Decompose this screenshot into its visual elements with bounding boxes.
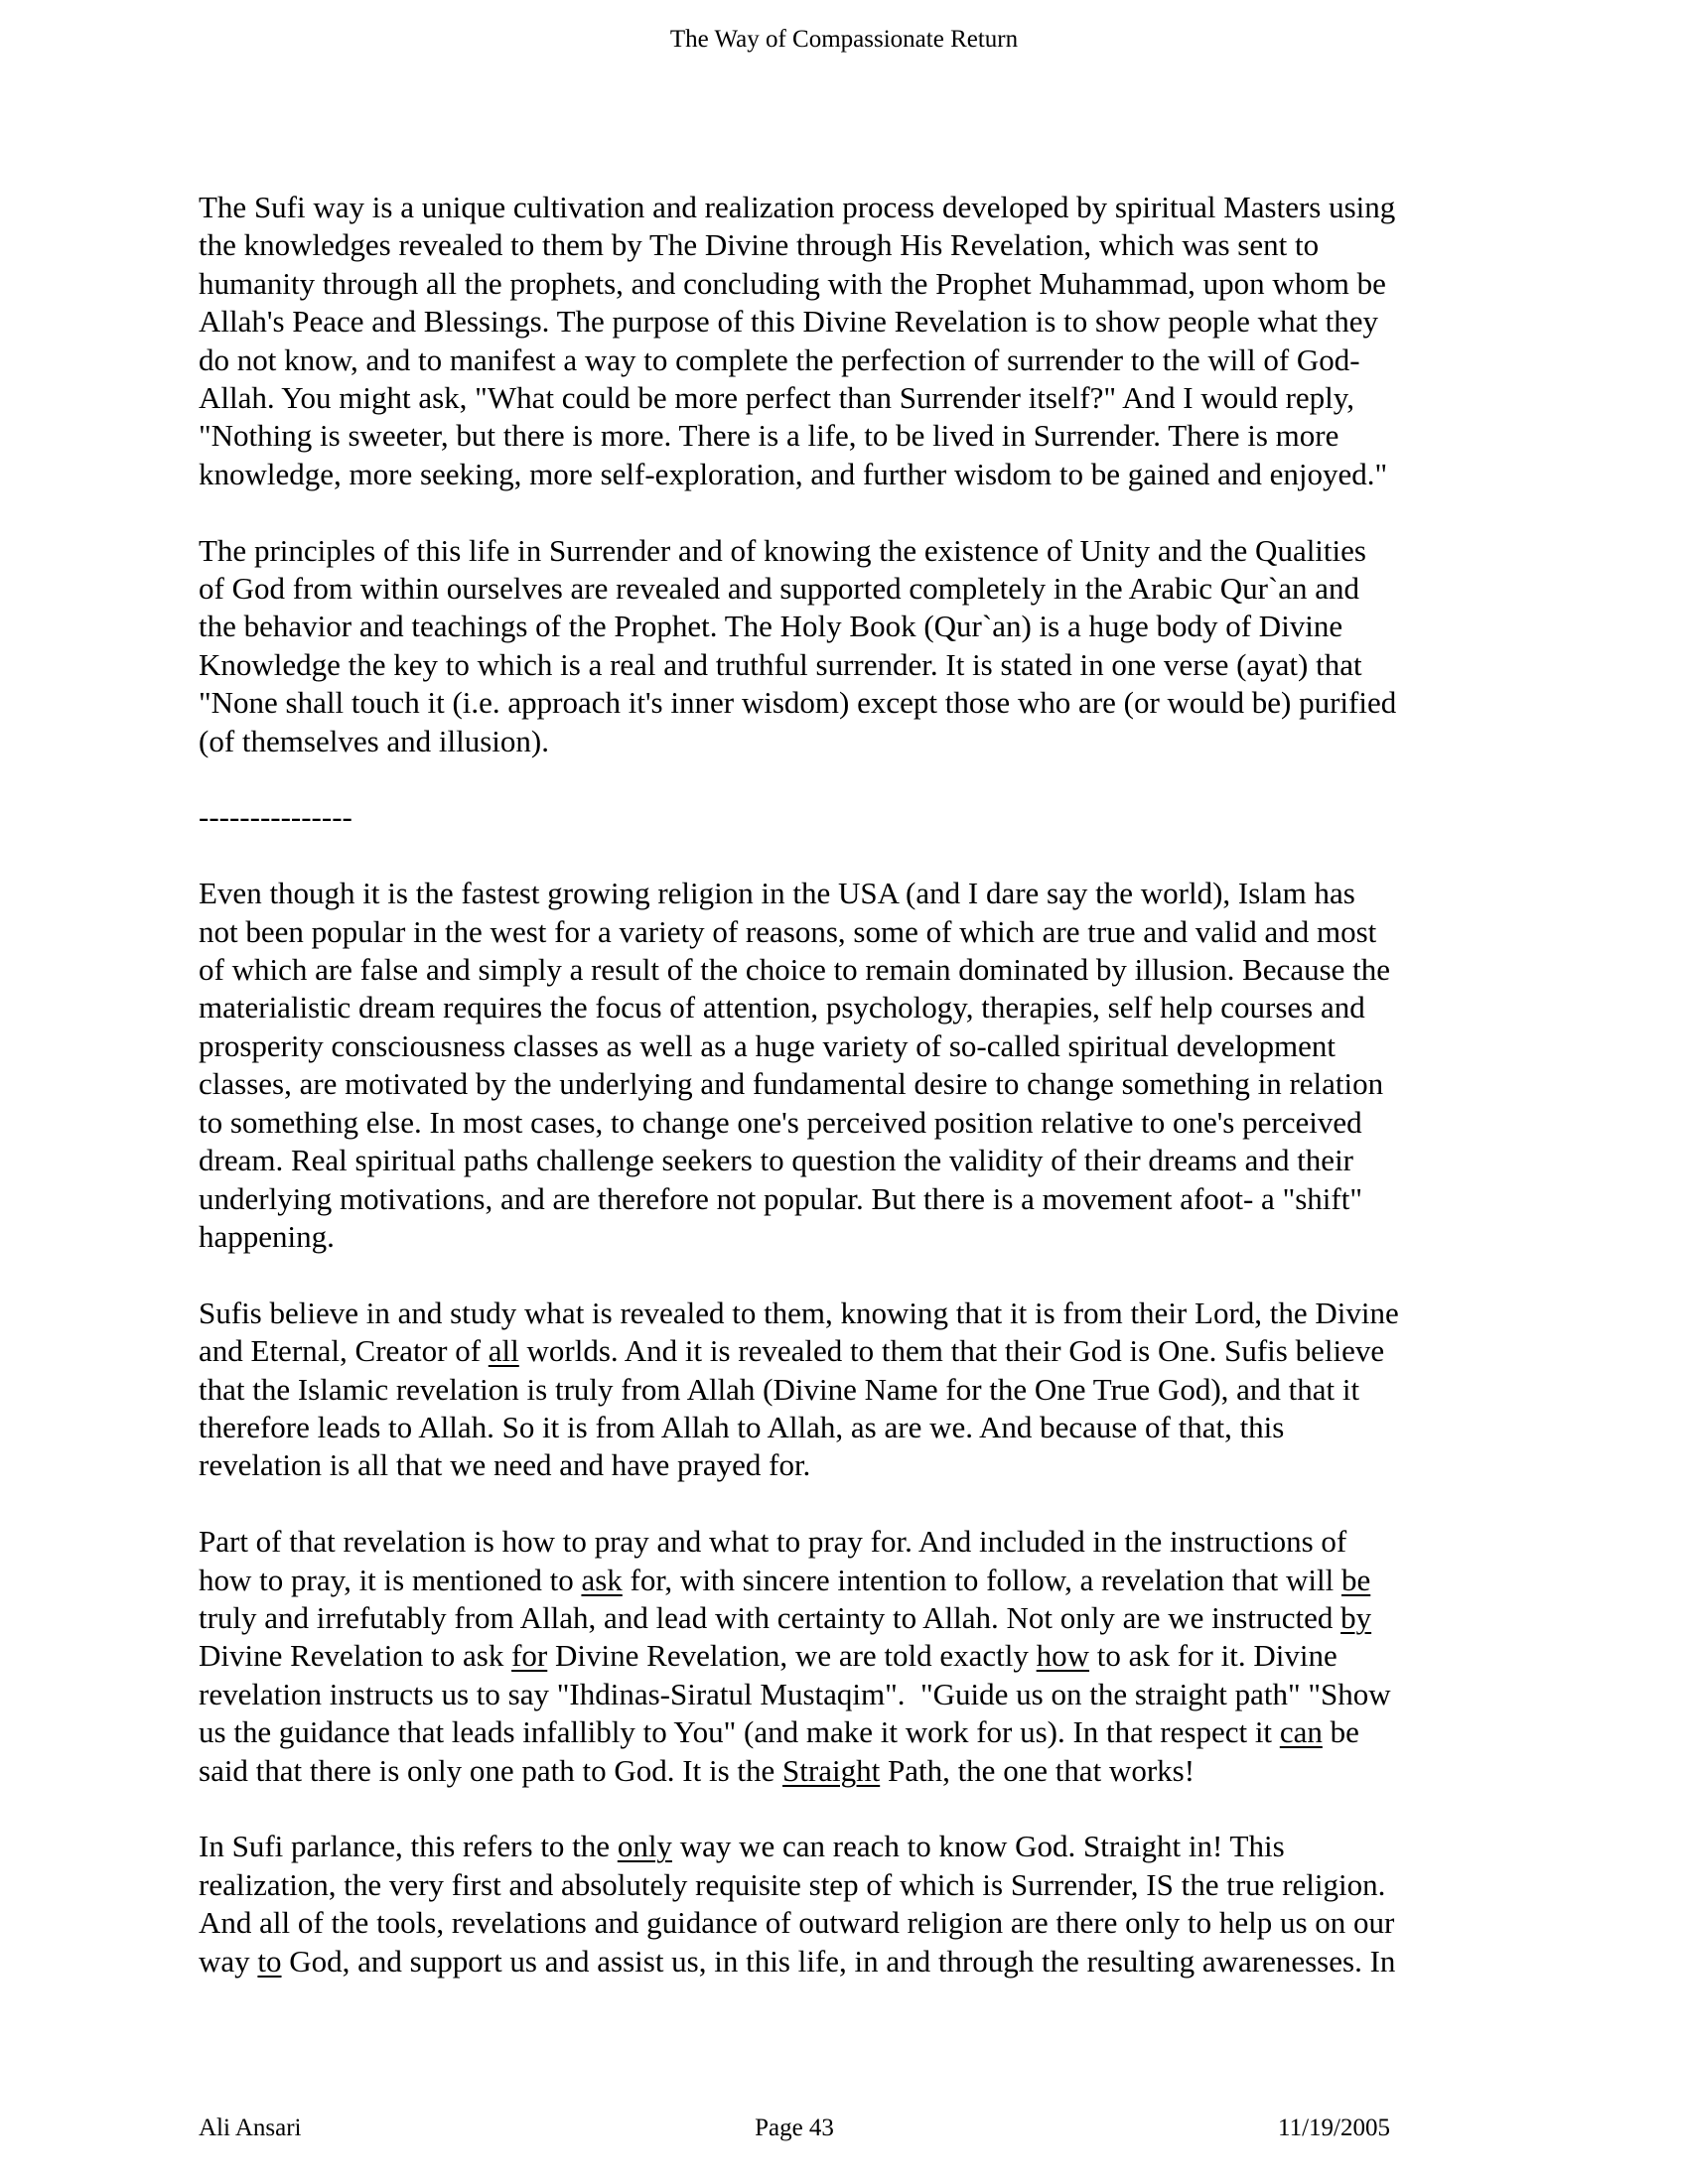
text-line: materialistic dream requires the focus of attention, psychology, therapies, self help courses and [199, 990, 1365, 1025]
text-line: humanity through all the prophets, and concluding with the Prophet Muhammad, upon whom be [199, 265, 1386, 301]
text-line: us the guidance that leads infallibly to You" (and make it work for us). In that respect it can be [199, 1714, 1359, 1750]
text-line: Even though it is the fastest growing religion in the USA (and I dare say the world), Islam has [199, 876, 1355, 911]
text-line: Knowledge the key to which is a real and truthful surrender. It is stated in one verse (ayat) that [199, 646, 1362, 682]
text-line: --------------- [199, 799, 352, 835]
text-line: not been popular in the west for a variety of reasons, some of which are true and valid and most [199, 913, 1377, 949]
paragraph [199, 1295, 1519, 1485]
text-line: Allah's Peace and Blessings. The purpose of this Divine Revelation is to show people what they [199, 304, 1378, 340]
text-line: realization, the very first and absolutely requisite step of which is Surrender, IS the true religion. [199, 1866, 1386, 1902]
footer-author: Ali Ansari [199, 2115, 302, 2141]
text-line: Allah. You might ask, "What could be more perfect than Surrender itself?" And I would reply, [199, 380, 1354, 416]
header-title: The Way of Compassionate Return [669, 26, 1019, 53]
text-line: of God from within ourselves are revealed and supported completely in the Arabic Qur`an and [199, 571, 1360, 607]
text-line: way to God, and support us and assist us, in this life, in and through the resulting awarenesses. In [199, 1943, 1396, 1979]
text-line: "None shall touch it (i.e. approach it's inner wisdom) except those who are (or would be) purified [199, 685, 1397, 721]
paragraph [199, 875, 1519, 1256]
document-body [199, 189, 1519, 2018]
text-line: the behavior and teachings of the Prophet. The Holy Book (Qur`an) is a huge body of Divine [199, 609, 1343, 644]
text-line: prosperity consciousness classes as well as a huge variety of so-called spiritual development [199, 1027, 1336, 1063]
text-line: (of themselves and illusion). [199, 723, 549, 758]
text-line: revelation instructs us to say "Ihdinas-Siratul Mustaqim". "Guide us on the straight path" "Show [199, 1676, 1391, 1711]
text-line: how to pray, it is mentioned to ask for, with sincere intention to follow, a revelation that will be [199, 1562, 1371, 1597]
text-line: revelation is all that we need and have prayed for. [199, 1447, 811, 1483]
text-line: do not know, and to manifest a way to complete the perfection of surrender to the will of God- [199, 341, 1360, 377]
text-line: the knowledges revealed to them by The Divine through His Revelation, which was sent to [199, 227, 1320, 263]
text-line: happening. [199, 1218, 335, 1254]
text-line: The principles of this life in Surrender and of knowing the existence of Unity and the Qualities [199, 532, 1366, 568]
footer-date: 11/19/2005 [1278, 2115, 1390, 2141]
dashed-divider [199, 798, 1519, 836]
text-line: underlying motivations, and are therefore not popular. But there is a movement afoot- a "shift" [199, 1180, 1362, 1216]
page-header [0, 24, 1688, 55]
text-line: Part of that revelation is how to pray and what to pray for. And included in the instructions of [199, 1524, 1347, 1560]
footer-page-number: Page 43 [755, 2115, 834, 2141]
text-line: knowledge, more seeking, more self-exploration, and further wisdom to be gained and enjoyed." [199, 456, 1388, 491]
paragraph [199, 532, 1519, 760]
text-line: and Eternal, Creator of all worlds. And it is revealed to them that their God is One. Sufis believe [199, 1333, 1385, 1369]
paragraph [199, 189, 1519, 493]
text-line: And all of the tools, revelations and guidance of outward religion are there only to help us on our [199, 1905, 1395, 1941]
text-line: classes, are motivated by the underlying and fundamental desire to change something in relation [199, 1066, 1384, 1102]
text-line: that the Islamic revelation is truly from Allah (Divine Name for the One True God), and that it [199, 1371, 1360, 1407]
text-line: said that there is only one path to God. It is the Straight Path, the one that works! [199, 1752, 1196, 1788]
text-line: Divine Revelation to ask for Divine Revelation, we are told exactly how to ask for it. Divine [199, 1638, 1337, 1674]
paragraph [199, 1523, 1519, 1790]
text-line: of which are false and simply a result of the choice to remain dominated by illusion. Because the [199, 952, 1391, 988]
text-line: dream. Real spiritual paths challenge seekers to question the validity of their dreams and their [199, 1143, 1353, 1178]
text-line: "Nothing is sweeter, but there is more. There is a life, to be lived in Surrender. There is more [199, 418, 1339, 454]
text-line: Sufis believe in and study what is revealed to them, knowing that it is from their Lord, the Divine [199, 1295, 1399, 1330]
text-line: therefore leads to Allah. So it is from Allah to Allah, as are we. And because of that, this [199, 1409, 1285, 1444]
text-line: In Sufi parlance, this refers to the only way we can reach to know God. Straight in! This [199, 1829, 1285, 1864]
text-line: The Sufi way is a unique cultivation and realization process developed by spiritual Masters using [199, 190, 1396, 224]
paragraph [199, 1828, 1519, 1980]
text-line: to something else. In most cases, to change one's perceived position relative to one's perceived [199, 1104, 1362, 1140]
text-line: truly and irrefutably from Allah, and lead with certainty to Allah. Not only are we instructed by [199, 1599, 1372, 1635]
